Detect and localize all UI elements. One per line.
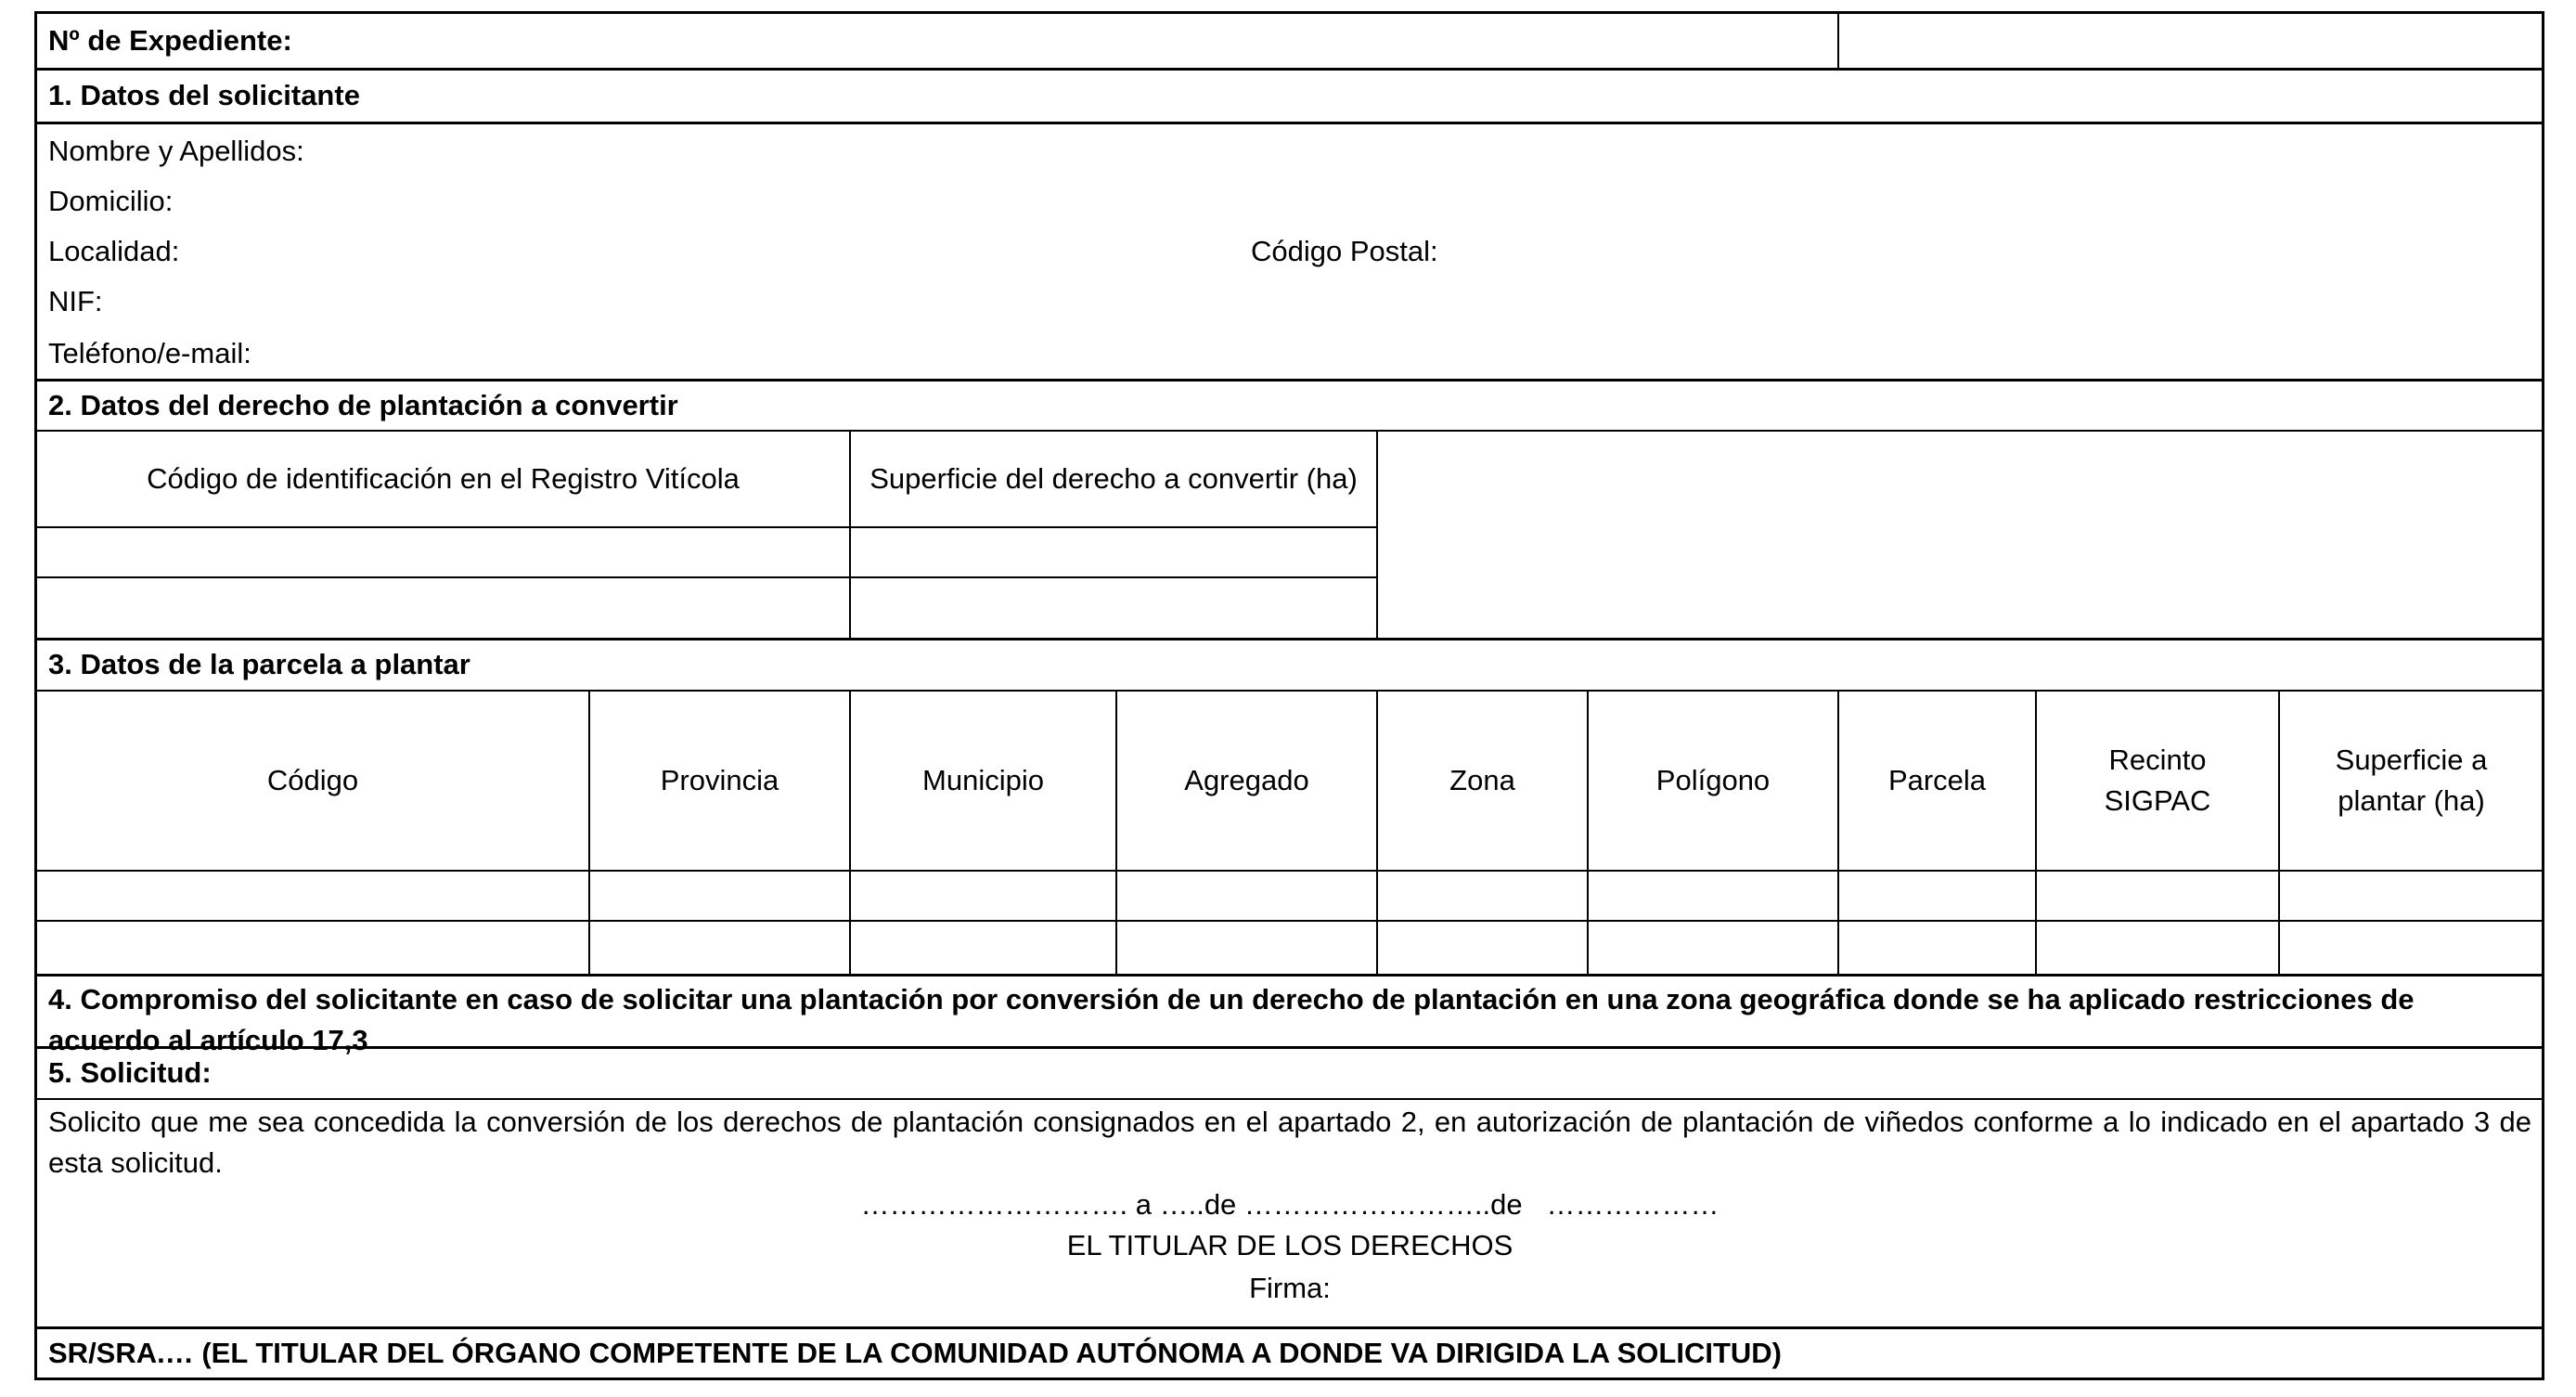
divider — [37, 122, 2542, 124]
s3-col-municipio: Municipio — [922, 764, 1044, 796]
section5-title-text: 5. Solicitud: — [48, 1056, 212, 1089]
divider — [37, 974, 2542, 977]
divider — [37, 1098, 2542, 1100]
section3-title — [37, 640, 2542, 690]
divider — [1376, 430, 1378, 638]
s2-row2-codigo-field[interactable] — [37, 578, 849, 638]
s3-col-agregado: Agregado — [1184, 764, 1309, 796]
section1-title-text: 1. Datos del solicitante — [48, 79, 360, 111]
s2-row2-superficie-field[interactable] — [851, 578, 1376, 638]
titular-label: EL TITULAR DE LOS DERECHOS — [1066, 1229, 1513, 1261]
s2-row1-superficie-field[interactable] — [851, 528, 1376, 576]
s3-col-zona: Zona — [1449, 764, 1515, 796]
section2-title-text: 2. Datos del derecho de plantación a convertir — [48, 388, 678, 421]
section3-title-text: 3. Datos de la parcela a plantar — [48, 648, 470, 680]
nif-label: NIF: — [48, 285, 103, 317]
section5-body: Solicito que me sea concedida la conversión de los derechos de plantación consignados en el apartado 2, en autorización de plantación de viñedos conforme a lo indicado en el apartado 3 de esta solicitud. — [48, 1106, 2531, 1179]
destinatario-text: SR/SRA.… (EL TITULAR DEL ÓRGANO COMPETENTE DE LA COMUNIDAD AUTÓNOMA A DONDE VA DIRIGIDA LA SOLICITUD) — [48, 1336, 1783, 1369]
expediente-label-text: Nº de Expediente: — [48, 24, 292, 57]
s3-col-provincia: Provincia — [660, 764, 779, 796]
date-line: ………………………. a …..de ……………………..de ……………… — [860, 1188, 1719, 1221]
s3-col-poligono: Polígono — [1655, 764, 1771, 796]
s3-col-recinto: Recinto SIGPAC — [2104, 744, 2211, 817]
s3-row2-fields[interactable] — [37, 922, 2543, 974]
domicilio-label: Domicilio: — [48, 185, 174, 217]
destinatario — [37, 1328, 2542, 1378]
localidad-label: Localidad: — [48, 235, 180, 267]
solicitud-form — [34, 11, 2544, 1380]
telefono-label: Teléfono/e-mail: — [48, 337, 251, 369]
s2-row1-codigo-field[interactable] — [37, 528, 849, 576]
firma-label: Firma: — [1249, 1272, 1331, 1304]
expediente-value-field[interactable] — [1839, 14, 2544, 68]
section4-title: 4. Compromiso del solicitante en caso de solicitar una plantación por conversión de un derecho de plantación en una zona geográfica donde se ha aplicado restricciones de acuerdo al artículo 17,3 — [48, 983, 2415, 1056]
section5-title — [37, 1048, 2542, 1098]
s2-col-superficie: Superficie del derecho a convertir (ha) — [869, 462, 1358, 495]
section1-title — [37, 70, 2542, 122]
section2-title — [37, 381, 2542, 430]
s3-row1-fields[interactable] — [37, 872, 2543, 920]
codigo-postal-label: Código Postal: — [1251, 235, 1438, 267]
nombre-label: Nombre y Apellidos: — [48, 135, 304, 167]
s3-col-parcela: Parcela — [1887, 764, 1987, 796]
s3-col-codigo: Código — [266, 764, 359, 796]
s2-col-codigo: Código de identificación en el Registro Vitícola — [147, 462, 740, 495]
s3-col-superficie: Superficie a plantar (ha) — [2335, 744, 2488, 817]
